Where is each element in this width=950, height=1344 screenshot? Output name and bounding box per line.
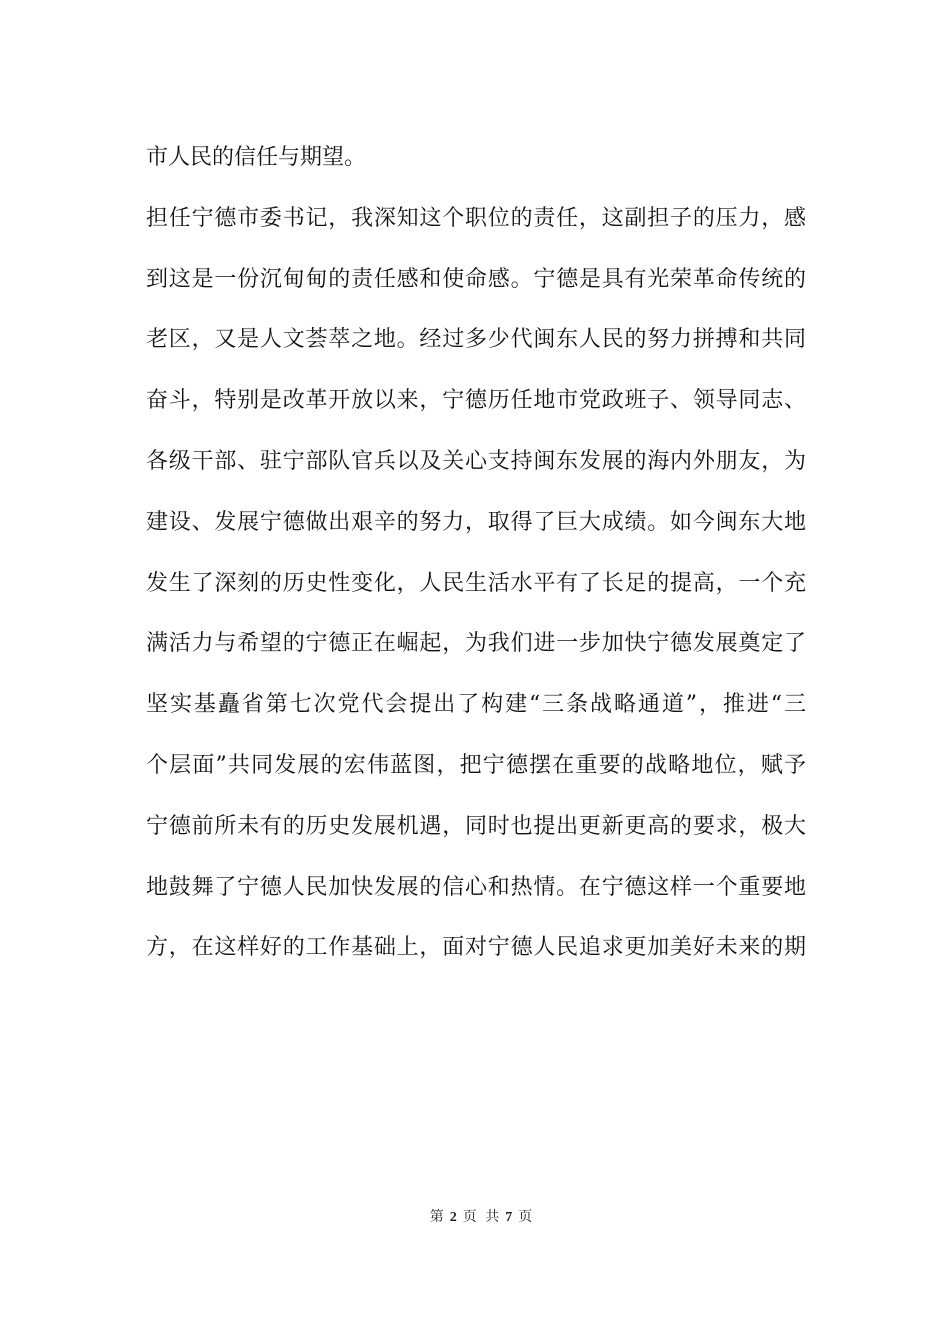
current-page-number: 2 xyxy=(449,1210,459,1225)
text-line: 坚实基矗省第七次党代会提出了构建“三条战略通道”，推进“三 xyxy=(146,692,806,718)
text-line: 各级干部、驻宁部队官兵以及关心支持闽东发展的海内外朋友，为 xyxy=(146,448,806,474)
text-line: 地鼓舞了宁德人民加快发展的信心和热情。在宁德这样一个重要地 xyxy=(146,874,806,900)
footer-page-unit: 页 xyxy=(462,1209,479,1225)
total-pages-number: 7 xyxy=(505,1210,515,1225)
footer-page-label: 第 xyxy=(429,1209,446,1225)
footer-total-unit: 页 xyxy=(518,1209,535,1225)
text-line: 方，在这样好的工作基础上，面对宁德人民追求更加美好未来的期 xyxy=(146,935,806,961)
text-line: 老区，又是人文荟萃之地。经过多少代闽东人民的努力拼搏和共同 xyxy=(146,327,806,353)
text-line: 宁德前所未有的历史发展机遇，同时也提出更新更高的要求，极大 xyxy=(146,813,806,839)
text-line: 市人民的信任与期望。 xyxy=(146,145,367,170)
text-line: 到这是一份沉甸甸的责任感和使命感。宁德是具有光荣革命传统的 xyxy=(146,266,806,292)
text-line: 满活力与希望的宁德正在崛起，为我们进一步加快宁德发展奠定了 xyxy=(146,631,806,657)
text-line: 发生了深刻的历史性变化，人民生活水平有了长足的提高，一个充 xyxy=(146,570,806,596)
text-line: 奋斗，特别是改革开放以来，宁德历任地市党政班子、领导同志、 xyxy=(146,388,806,414)
footer-total-label: 共 xyxy=(485,1209,502,1225)
page-footer xyxy=(0,1207,950,1228)
text-line: 个层面”共同发展的宏伟蓝图，把宁德摆在重要的战略地位，赋予 xyxy=(146,752,806,778)
body-text xyxy=(146,132,806,983)
text-line: 建设、发展宁德做出艰辛的努力，取得了巨大成绩。如今闽东大地 xyxy=(146,509,806,535)
text-line: 担任宁德市委书记，我深知这个职位的责任，这副担子的压力，感 xyxy=(146,205,806,231)
